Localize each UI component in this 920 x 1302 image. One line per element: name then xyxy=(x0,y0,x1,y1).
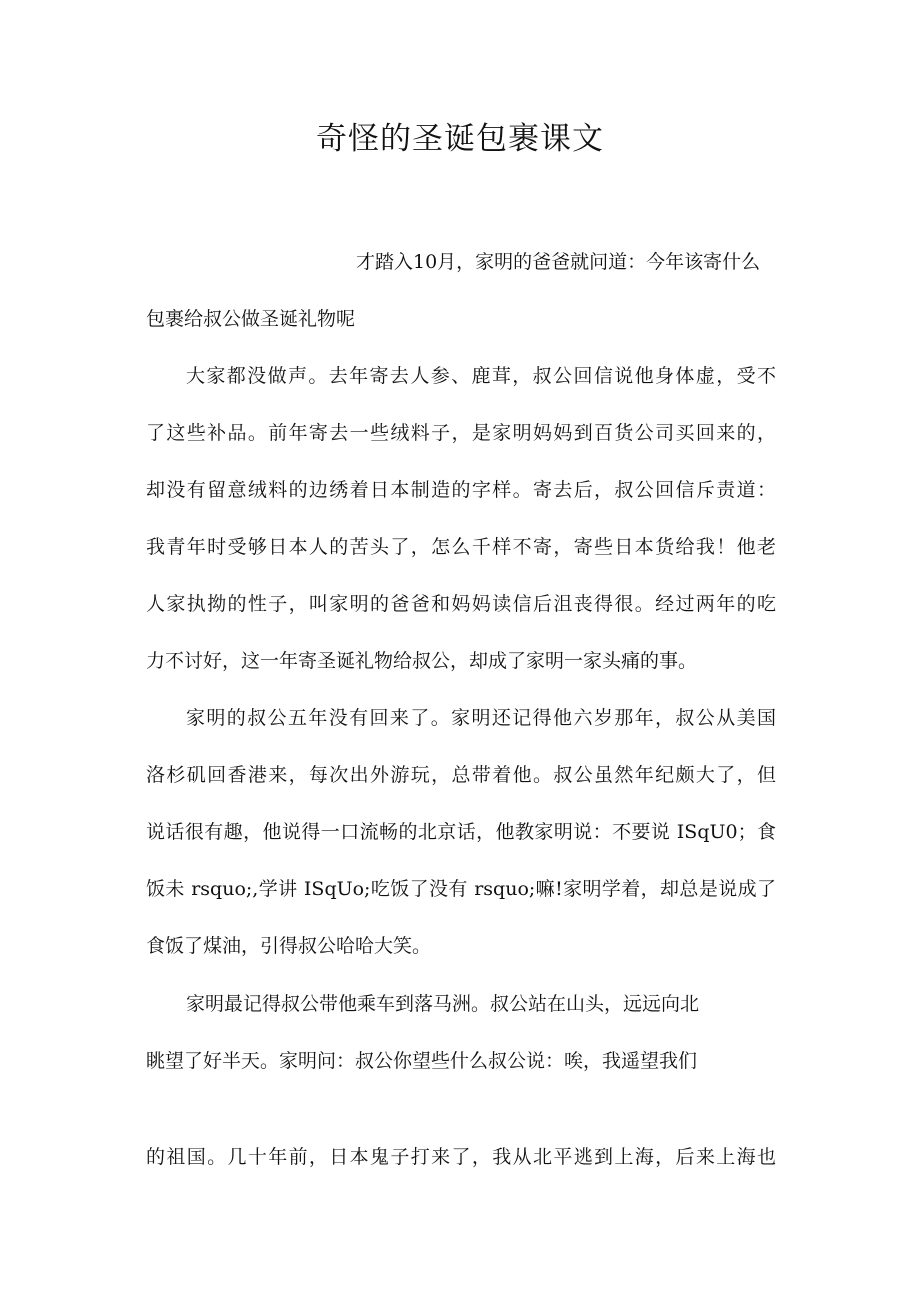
paragraph-line: 眺望了好半天。家明问：叔公你望些什么叔公说：唉，我遥望我们 xyxy=(146,1050,698,1072)
paragraph-line: 了这些补品。前年寄去一些绒料子，是家明妈妈到百货公司买回来的， xyxy=(146,422,776,444)
paragraph-line: 我青年时受够日本人的苦头了，怎么千样不寄，寄些日本货给我！他老 xyxy=(146,536,776,558)
paragraph-line: 包裹给叔公做圣诞礼物呢 xyxy=(146,308,356,330)
document-title: 奇怪的圣诞包裹课文 xyxy=(316,121,604,157)
paragraph-line: 却没有留意绒料的边绣着日本制造的字样。寄去后，叔公回信斥责道： xyxy=(146,479,776,501)
paragraph-line: 洛杉矶回香港来，每次出外游玩，总带着他。叔公虽然年纪颇大了，但 xyxy=(146,764,776,786)
paragraph-line: 大家都没做声。去年寄去人参、鹿茸，叔公回信说他身体虚，受不 xyxy=(186,365,776,387)
paragraph-line: 饭未 rsquo;,学讲 ISqUo;吃饭了没有 rsquo;嘛!家明学着，却总是说成了 xyxy=(146,878,776,900)
paragraph-line: 家明的叔公五年没有回来了。家明还记得他六岁那年，叔公从美国 xyxy=(186,707,776,729)
paragraph-line: 家明最记得叔公带他乘车到落马洲。叔公站在山头，远远向北 xyxy=(186,993,700,1015)
paragraph-line: 力不讨好，这一年寄圣诞礼物给叔公，却成了家明一家头痛的事。 xyxy=(146,650,698,672)
paragraph-line: 人家执拗的性子，叫家明的爸爸和妈妈读信后沮丧得很。经过两年的吃 xyxy=(146,593,776,615)
paragraph-line: 说话很有趣，他说得一口流畅的北京话，他教家明说：不要说 ISqU0；食 xyxy=(146,821,776,843)
paragraph-line: 的祖国。几十年前，日本鬼子打来了，我从北平逃到上海，后来上海也 xyxy=(146,1146,776,1168)
paragraph-line: 食饭了煤油，引得叔公哈哈大笑。 xyxy=(146,935,432,957)
paragraph-line: 才踏入10月，家明的爸爸就问道：今年该寄什么 xyxy=(356,251,761,273)
